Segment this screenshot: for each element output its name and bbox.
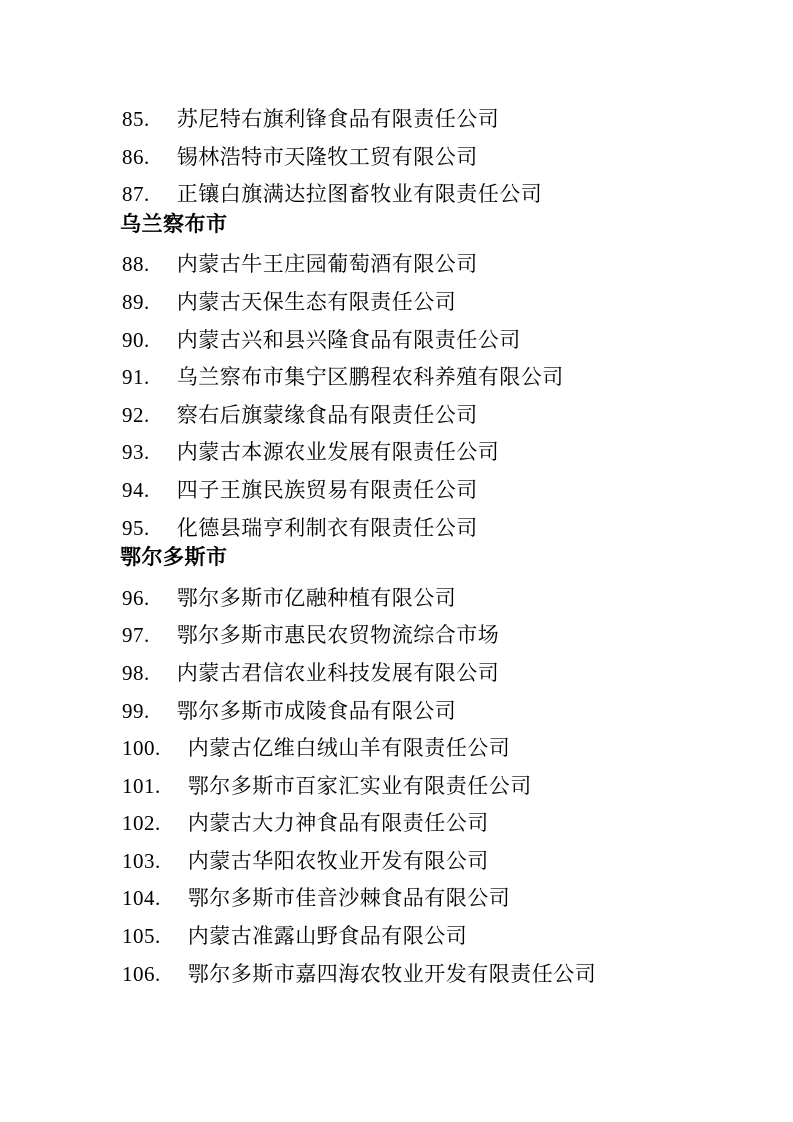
- item-number: 88.: [122, 252, 150, 277]
- list-item: [122, 655, 713, 693]
- item-number: 102.: [122, 811, 161, 836]
- list-item: [122, 617, 713, 655]
- company-name: 内蒙古兴和县兴隆食品有限责任公司: [176, 327, 521, 352]
- list-item: [122, 730, 713, 768]
- company-name: 内蒙古大力神食品有限责任公司: [187, 811, 489, 836]
- company-name: 内蒙古牛王庄园葡萄酒有限公司: [176, 252, 478, 277]
- item-number: 104.: [122, 886, 161, 911]
- list-item: [122, 284, 713, 322]
- list-item: [122, 101, 713, 139]
- company-name: 鄂尔多斯市佳音沙棘食品有限公司: [187, 886, 511, 911]
- company-name: 化德县瑞亨利制衣有限责任公司: [176, 515, 478, 540]
- item-number: 98.: [122, 660, 150, 685]
- city-heading-eerduosi: 鄂尔多斯市: [120, 546, 228, 570]
- company-name: 内蒙古本源农业发展有限责任公司: [176, 440, 500, 465]
- list-item: [122, 139, 713, 177]
- list-item: [122, 397, 713, 435]
- item-number: 89.: [122, 289, 150, 314]
- item-number: 99.: [122, 698, 150, 723]
- company-name: 正镶白旗满达拉图畜牧业有限责任公司: [176, 182, 543, 207]
- item-number: 101.: [122, 773, 161, 798]
- company-name: 鄂尔多斯市成陵食品有限公司: [176, 698, 457, 723]
- list-item: [122, 918, 713, 956]
- company-name: 鄂尔多斯市百家汇实业有限责任公司: [187, 773, 532, 798]
- company-name: 乌兰察布市集宁区鹏程农科养殖有限公司: [176, 365, 564, 390]
- company-name: 锡林浩特市天隆牧工贸有限公司: [176, 144, 478, 169]
- list-item: [122, 580, 713, 618]
- item-number: 95.: [122, 515, 150, 540]
- list-item: [122, 768, 713, 806]
- item-number: 92.: [122, 402, 150, 427]
- item-number: 91.: [122, 365, 150, 390]
- item-number: 96.: [122, 585, 150, 610]
- company-name: 鄂尔多斯市亿融种植有限公司: [176, 585, 457, 610]
- item-number: 85.: [122, 107, 150, 131]
- item-number: 93.: [122, 440, 150, 465]
- company-name: 内蒙古天保生态有限责任公司: [176, 289, 457, 314]
- company-name: 鄂尔多斯市嘉四海农牧业开发有限责任公司: [187, 961, 597, 986]
- item-number: 103.: [122, 848, 161, 873]
- company-name: 察右后旗蒙缘食品有限责任公司: [176, 402, 478, 427]
- company-name: 内蒙古君信农业科技发展有限公司: [176, 660, 500, 685]
- company-name: 内蒙古亿维白绒山羊有限责任公司: [187, 736, 511, 761]
- company-name: 鄂尔多斯市惠民农贸物流综合市场: [176, 623, 500, 648]
- list-item: [122, 434, 713, 472]
- item-number: 87.: [122, 182, 150, 207]
- item-number: 97.: [122, 623, 150, 648]
- company-name: 内蒙古准露山野食品有限公司: [187, 924, 468, 949]
- company-name: 内蒙古华阳农牧业开发有限公司: [187, 848, 489, 873]
- item-number: 86.: [122, 144, 150, 169]
- list-item: [122, 359, 713, 397]
- item-number: 106.: [122, 961, 161, 986]
- list-item: [122, 322, 713, 360]
- list-item: [122, 472, 713, 510]
- item-number: 105.: [122, 924, 161, 949]
- item-number: 90.: [122, 327, 150, 352]
- item-number: 100.: [122, 736, 161, 761]
- city-heading-wulanchabu: 乌兰察布市: [120, 212, 228, 236]
- company-name: 苏尼特右旗利锋食品有限责任公司: [176, 107, 500, 131]
- list-item: [122, 956, 713, 994]
- company-name: 四子王旗民族贸易有限责任公司: [176, 477, 478, 502]
- item-number: 94.: [122, 477, 150, 502]
- list-item: [122, 880, 713, 918]
- list-item: [122, 843, 713, 881]
- list-item: [122, 805, 713, 843]
- list-item: [122, 693, 713, 731]
- list-item: [122, 246, 713, 284]
